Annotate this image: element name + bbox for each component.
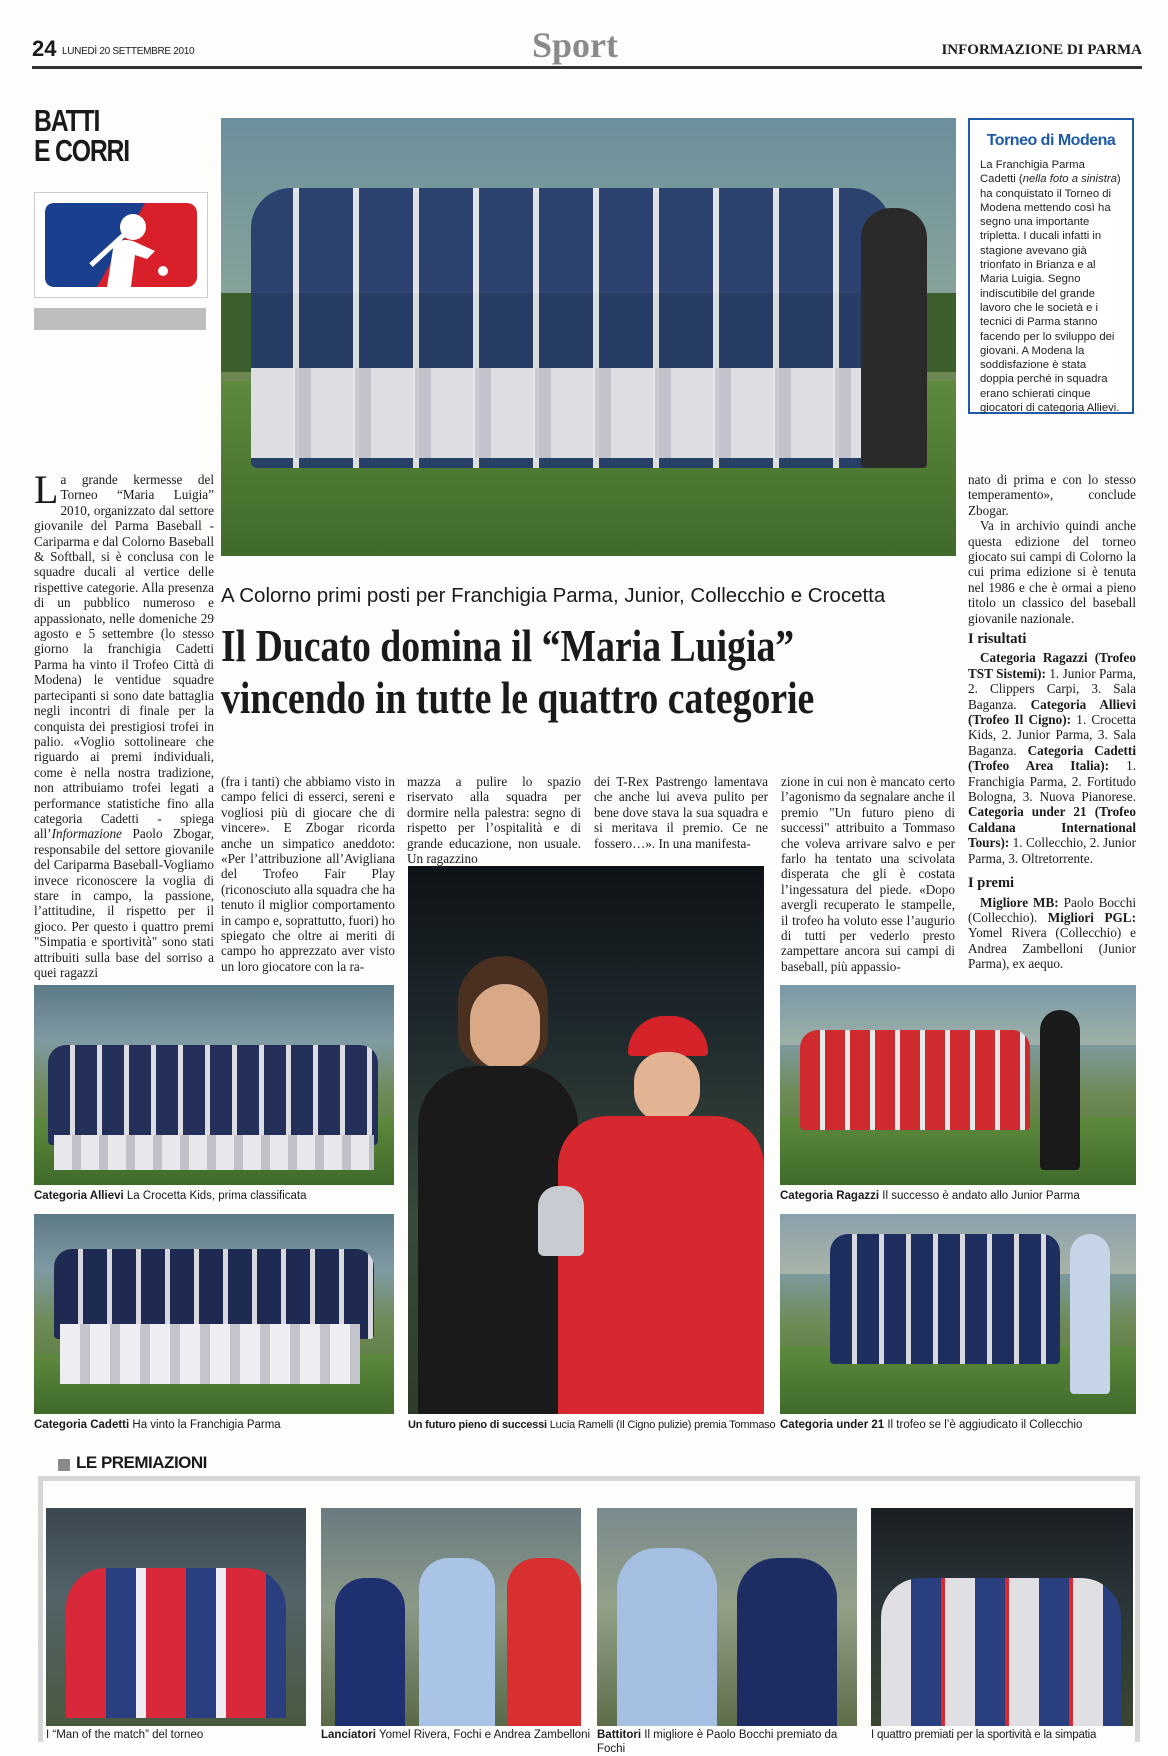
premiazioni-header bbox=[58, 1452, 478, 1478]
photo-man-of-the-match bbox=[46, 1508, 306, 1726]
article-column-3: mazza a pulire lo spazio riservato alla squadra per dormire nella palestra: segno di rispetto per l’ospitalità e di grande educazione, non usuale. Un ragazzino bbox=[407, 774, 581, 867]
photo-sportivita bbox=[871, 1508, 1133, 1726]
section-title: Sport bbox=[532, 25, 619, 65]
results-title: I risultati bbox=[968, 631, 1027, 647]
torneo-modena-box bbox=[968, 118, 1134, 414]
baseball-player-logo-icon bbox=[35, 193, 207, 297]
results-section: I risultati Categoria Ragazzi (Trofeo TST Sistemi): 1. Junior Parma, 2. Clippers Carpi, 3. Sala Baganza. Categoria Allievi (Trofeo Il Cigno): 1. Crocetta Kids, 2. Junior Parma, 3. Sala Baganza. Categoria Cadetti (Trofeo Area Italia): 1. Franchigia Parma, 2. Fortitudo Bologna, 3. Nuova Pianorese. Categoria under 21 (Trofeo Caldana International Tours): 1. Collecchio, 2. Junior Parma, 3. Oltretorrente. I premi Migliore MB: Paolo Bocchi (Collecchio). Migliori PGL: Yomel Rivera (Collecchio) e Andrea Zambelloni (Junior Parma), ex aequo. bbox=[968, 631, 1137, 972]
article-kicker: A Colorno primi posti per Franchigia Parma, Junior, Collecchio e Crocetta bbox=[221, 584, 886, 607]
page-header bbox=[32, 25, 1142, 70]
photo-cadetti bbox=[34, 1214, 394, 1414]
caption-cadetti: Categoria Cadetti Ha vinto la Franchigia Parma bbox=[34, 1419, 281, 1431]
premiazioni-square-icon bbox=[58, 1459, 70, 1471]
article-column-6: nato di prima e con lo stesso temperamento», conclude Zbogar. Va in archivio quindi anche questa edizione del torneo giocato sui campi di Colorno la cui prima edizione si è tenuta nel 1986 e che è ormai a pieno titolo un classico del baseball giovanile nazionale. bbox=[968, 472, 1136, 626]
awards-title: I premi bbox=[968, 875, 1015, 892]
box-title: Torneo di Modena bbox=[986, 132, 1116, 149]
masthead: INFORMAZIONE DI PARMA bbox=[941, 42, 1142, 58]
rubric-line-1: BATTI bbox=[34, 103, 100, 138]
caption-under21: Categoria under 21 Il trofeo se l’è aggiudicato il Collecchio bbox=[780, 1419, 1083, 1431]
caption-man-of-the-match: I “Man of the match” del torneo bbox=[46, 1729, 204, 1741]
photo-ragazzi bbox=[780, 985, 1136, 1185]
headline-line-1: Il Ducato domina il “Maria Luigia” bbox=[221, 620, 795, 671]
photo-battitori bbox=[597, 1508, 857, 1726]
rubric-line-2: E CORRI bbox=[34, 133, 129, 168]
article-column-4: dei T-Rex Pastrengo lamentava che anche lui aveva pulito per bene dove stava la sua squadra e si meritava il premio. Ce ne fossero…». In una manifesta- bbox=[594, 774, 768, 851]
drop-cap: L bbox=[34, 467, 59, 512]
caption-ragazzi: Categoria Ragazzi Il successo è andato allo Junior Parma bbox=[780, 1190, 1080, 1202]
caption-futuro: Un futuro pieno di successi Lucia Ramelli (Il Cigno pulizie) premia Tommaso bbox=[408, 1419, 776, 1431]
article-column-1: La grande kermesse del Torneo “Maria Luigia” 2010, organizzato dal settore giovanile del Parma Baseball - Cariparma e dal Colorno Baseball & Softball, si è conclusa con le squadre ducali al vertice delle rispettive categorie. Alla presenza di un pubblico numeroso e appassionato, nelle domeniche 29 agosto e 5 settembre (lo stesso giorno la franchigia Cadetti Parma ha vinto il Trofeo Città di Modena) le ventidue squadre partecipanti si sono date battaglia negli incontri di finale per la conquista dei prestigiosi trofei in palio. «Voglio sottolineare che riguardo ai premi individuali, come è nella nostra tradizione, non attribuiamo trofei legati a performance statistiche fino alla categoria Cadetti - spiega all’Informazione Paolo Zbogar, responsabile del settore giovanile del Cariparma Baseball-Vogliamo invece riconoscere la voglia di stare in campo, la passione, l’attitudine, il rispetto per il gioco. Per questo i quattro premi "Simpatia e sportività" sono stati attribuiti sulla base del sorriso a quei ragazzi bbox=[34, 467, 214, 980]
caption-battitori: Battitori Il migliore è Paolo Bocchi premiato da Fochi bbox=[597, 1729, 838, 1755]
page-date: LUNEDÌ 20 SETTEMBRE 2010 bbox=[62, 46, 195, 57]
main-team-photo bbox=[221, 118, 956, 556]
photo-futuro bbox=[408, 866, 764, 1414]
headline-line-2: vincendo in tutte le quattro categorie bbox=[221, 672, 815, 723]
premiazioni-title: LE PREMIAZIONI bbox=[76, 1453, 207, 1472]
caption-lanciatori: Lanciatori Yomel Rivera, Fochi e Andrea Zambelloni bbox=[321, 1729, 591, 1741]
article-column-5: zione in cui non è mancato certo l’agonismo da segnalare anche il premio "Un futuro pieno di successi" attribuito a Tommaso che voleva arrivare salvo e per farlo ha tentato una scivolata disperata che gli è costata l’ingessatura del piede. «Dopo avergli recuperato le stampelle, il trofeo ha voluto esse l’augurio di tutti per vederlo presto zampettare ancora sui campi di baseball, più appassio- bbox=[781, 774, 955, 974]
caption-sportivita: I quattro premiati per la sportività e la simpatia bbox=[871, 1729, 1097, 1741]
page-number: 24 bbox=[32, 36, 57, 61]
logo-gray-bar bbox=[34, 308, 206, 330]
photo-under21 bbox=[780, 1214, 1136, 1414]
article-headline bbox=[221, 620, 961, 724]
article-column-2: (fra i tanti) che abbiamo visto in campo felici di esserci, sereni e vogliosi più di giocare che di vincere». E Zbogar ricorda anche un simpatico aneddoto: «Per l’attribuzione all’Avigliana del Trofeo Fair Play (riconosciuto alla squadra che ha tenuto il miglior comportamento in campo e, soprattutto, fuori) ho spiegato che oltre ai meriti di campo ho apprezzato aver visto un loro giocatore con la ra- bbox=[221, 774, 395, 974]
box-text: La Franchigia Parma Cadetti (nella foto a sinistra) ha conquistato il Torneo di Modena mettendo così ha segno una importante tripletta. I ducali infatti in stagione avevano già trionfato in Brianza e al Maria Luigia. Segno indiscutibile del grande lavoro che le società e i tecnici di Parma stanno facendo per lo sviluppo dei giovani. A Modena la soddisfazione è stata doppia perché in squadra erano schierati cinque giocatori di categoria Allievi. bbox=[980, 159, 1121, 415]
header-rule bbox=[32, 66, 1142, 69]
photo-allievi bbox=[34, 985, 394, 1185]
caption-allievi: Categoria Allievi La Crocetta Kids, prima classificata bbox=[34, 1190, 307, 1202]
baseball-logo bbox=[34, 192, 208, 298]
photo-lanciatori bbox=[321, 1508, 581, 1726]
rubric bbox=[34, 103, 204, 168]
